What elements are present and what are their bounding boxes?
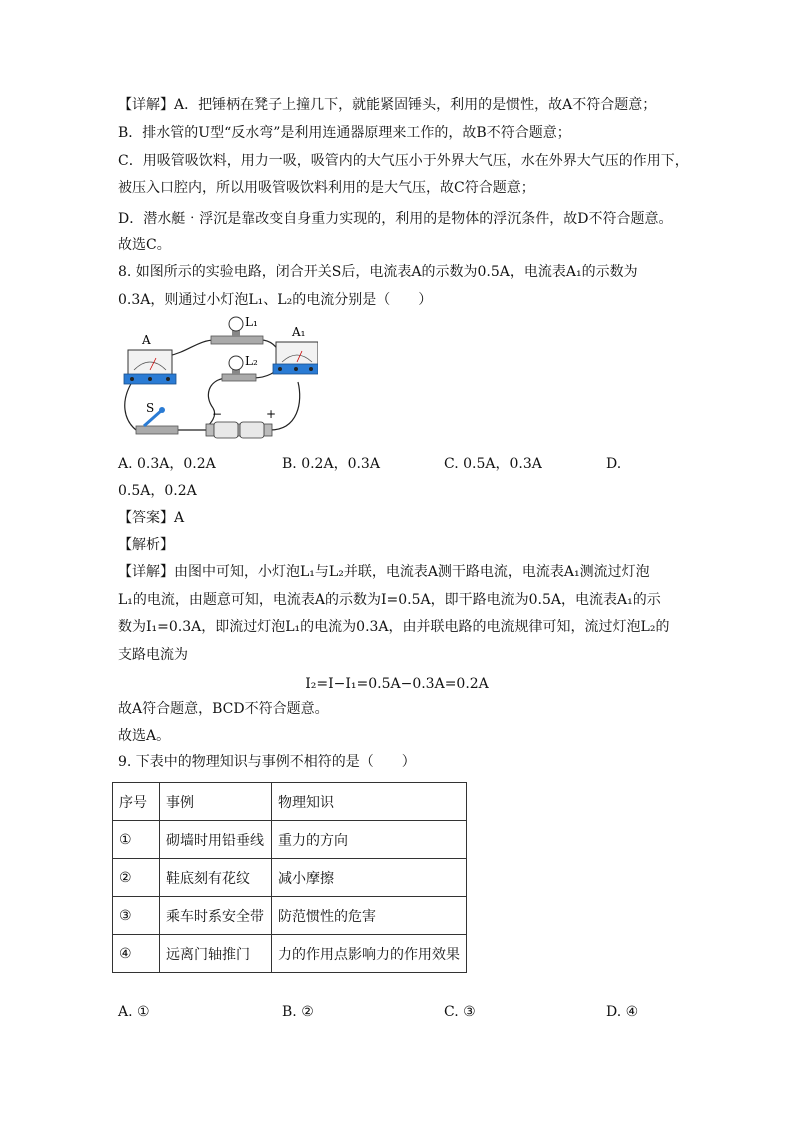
circuit-diagram [118, 312, 318, 444]
q8-option-b[interactable]: B. 0.2A，0.3A [282, 456, 380, 472]
switch-label: S [146, 401, 155, 415]
q8-option-d-value[interactable]: 0.5A，0.2A [118, 483, 197, 499]
battery-plus-label: + [266, 407, 277, 421]
ammeter-a1-label: A₁ [292, 325, 306, 339]
table-cell: 远离门轴推门 [160, 935, 272, 973]
q8-answer: 【答案】A [118, 510, 185, 526]
table-cell: 乘车时系安全带 [160, 897, 272, 935]
q8-stem-line-2: 0.3A，则通过小灯泡L₁、L₂的电流分别是（ ） [118, 292, 433, 308]
table-cell: 重力的方向 [272, 821, 467, 859]
table-cell: ④ [113, 935, 160, 973]
lamp-l2-label: L₂ [245, 354, 258, 368]
q8-detail-line-3: 数为I₁=0.3A，即流过灯泡L₁的电流为0.3A，由并联电路的电流规律可知，流过灯泡L₂的 [118, 619, 670, 635]
ammeter-a-label: A [142, 333, 151, 347]
q8-conclusion-1: 故A符合题意，BCD不符合题意。 [118, 701, 329, 717]
q9-option-c[interactable]: C. ③ [444, 1004, 476, 1020]
table-header-row [113, 783, 467, 821]
table-cell: ① [113, 821, 160, 859]
q8-detail-line-2: L₁的电流，由题意可知，电流表A的示数为I=0.5A，即干路电流为0.5A，电流表A₁的示 [118, 592, 661, 608]
table-row [113, 821, 467, 859]
q8-analysis-title: 【解析】 [118, 537, 174, 553]
q7-detail-line-4: 被压入口腔内，所以用吸管吸饮料利用的是大气压，故C符合题意； [118, 180, 535, 196]
table-cell: 鞋底刻有花纹 [160, 859, 272, 897]
q8-detail-line-4: 支路电流为 [118, 647, 188, 663]
q7-detail-line-3: C．用吸管吸饮料，用力一吸，吸管内的大气压小于外界大气压，水在外界大气压的作用下， [118, 153, 689, 169]
wire-battery-to-a1 [270, 382, 300, 430]
q9-option-d[interactable]: D. ④ [606, 1004, 639, 1020]
lamp-l1-label: L₁ [245, 315, 258, 329]
table-cell: ② [113, 859, 160, 897]
wire-l2-left [208, 378, 226, 408]
table-header-cell: 序号 [113, 783, 160, 821]
q9-table [112, 782, 467, 973]
q7-conclusion: 故选C。 [118, 237, 171, 253]
table-cell: 砌墙时用铅垂线 [160, 821, 272, 859]
q9-option-b[interactable]: B. ② [282, 1004, 314, 1020]
q7-detail-line-2: B．排水管的U型“反水弯”是利用连通器原理来工作的，故B不符合题意； [118, 125, 571, 141]
q8-detail-line-1: 【详解】由图中可知，小灯泡L₁与L₂并联，电流表A测干路电流，电流表A₁测流过灯泡 [118, 564, 650, 580]
battery-minus-label: − [212, 407, 223, 421]
table-row [113, 897, 467, 935]
table-header-cell: 事例 [160, 783, 272, 821]
q9-option-a[interactable]: A. ① [118, 1004, 150, 1020]
table-cell: 防范惯性的危害 [272, 897, 467, 935]
wire-a-to-l1 [168, 340, 215, 356]
q8-option-d-label[interactable]: D. [606, 456, 622, 472]
table-cell: 减小摩擦 [272, 859, 467, 897]
q8-option-a[interactable]: A. 0.3A，0.2A [118, 456, 216, 472]
table-header-cell: 物理知识 [272, 783, 467, 821]
q8-option-c[interactable]: C. 0.5A，0.3A [444, 456, 542, 472]
q8-conclusion-2: 故选A。 [118, 728, 171, 744]
q7-detail-line-5: D．潜水艇‧浮沉是靠改变自身重力实现的，利用的是物体的浮沉条件，故D不符合题意。 [118, 211, 673, 227]
table-row [113, 859, 467, 897]
table-row [113, 935, 467, 973]
wire-a-to-switch [125, 382, 136, 430]
table-cell: ③ [113, 897, 160, 935]
q9-stem: 9. 下表中的物理知识与事例不相符的是（ ） [118, 754, 416, 770]
table-cell: 力的作用点影响力的作用效果 [272, 935, 467, 973]
ammeter-a-icon [124, 350, 176, 384]
ammeter-a1-icon [273, 342, 318, 374]
q8-stem-line-1: 8. 如图所示的实验电路，闭合开关S后，电流表A的示数为0.5A，电流表A₁的示数为 [118, 264, 638, 280]
q8-formula: I₂=I−I₁=0.5A−0.3A=0.2A [305, 676, 489, 692]
switch-icon [136, 407, 178, 434]
q7-detail-line-1: 【详解】A．把锤柄在凳子上撞几下，就能紧固锤头，利用的是惯性，故A不符合题意； [118, 97, 657, 113]
battery-icon [206, 422, 272, 438]
